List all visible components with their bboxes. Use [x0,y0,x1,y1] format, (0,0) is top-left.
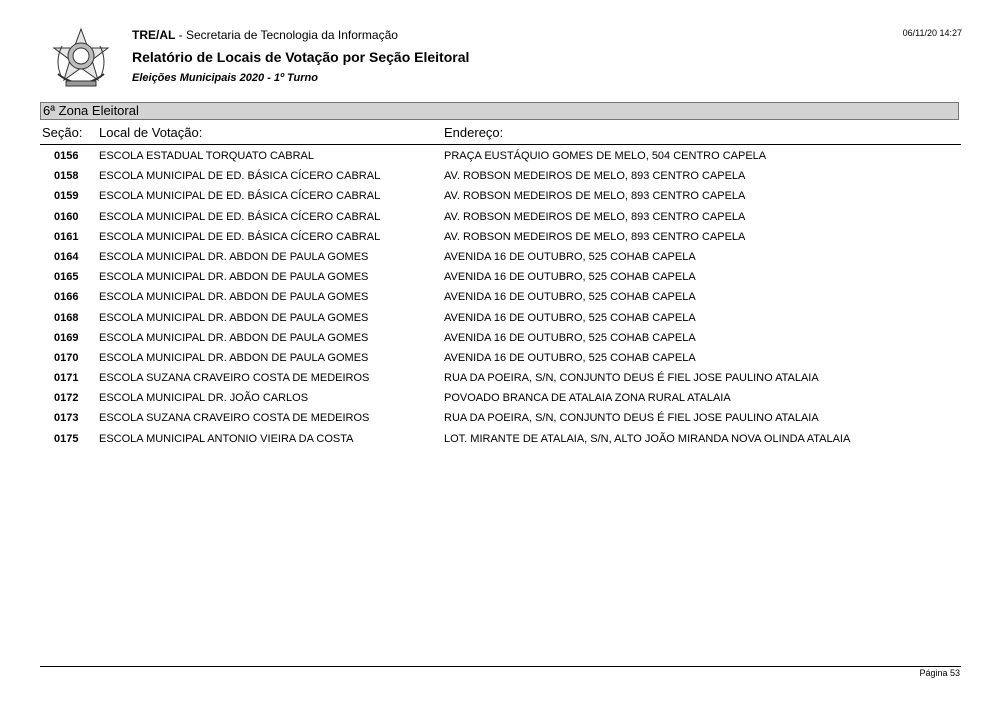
cell-endereco: AVENIDA 16 DE OUTUBRO, 525 COHAB CAPELA [444,351,696,364]
report-title: Relatório de Locais de Votação por Seção Eleitoral [132,49,470,65]
table-row [0,430,1000,450]
column-header-local: Local de Votação: [99,125,203,140]
cell-secao: 0171 [54,372,79,385]
table-row [0,167,1000,187]
table-row [0,389,1000,409]
org-abbreviation: TRE/AL [132,28,176,42]
cell-local: ESCOLA ESTADUAL TORQUATO CABRAL [99,150,314,162]
cell-local: ESCOLA MUNICIPAL DE ED. BÁSICA CÍCERO CABRAL [99,190,381,203]
cell-endereco: AVENIDA 16 DE OUTUBRO, 525 COHAB CAPELA [444,311,696,324]
coat-of-arms-icon [48,26,114,92]
cell-secao: 0158 [54,170,79,183]
cell-local: ESCOLA MUNICIPAL DR. ABDON DE PAULA GOMES [99,271,369,284]
cell-secao: 0164 [54,250,79,263]
table-row [0,147,1000,167]
cell-secao: 0173 [54,412,79,425]
cell-secao: 0175 [54,432,79,445]
cell-endereco: AV. ROBSON MEDEIROS DE MELO, 893 CENTRO CAPELA [444,190,746,203]
cell-endereco: AVENIDA 16 DE OUTUBRO, 525 COHAB CAPELA [444,271,696,284]
cell-local: ESCOLA MUNICIPAL DE ED. BÁSICA CÍCERO CABRAL [99,230,381,243]
cell-endereco: AV. ROBSON MEDEIROS DE MELO, 893 CENTRO CAPELA [444,210,746,223]
cell-secao: 0170 [54,351,79,364]
cell-local: ESCOLA MUNICIPAL DR. ABDON DE PAULA GOMES [99,311,369,324]
cell-endereco: LOT. MIRANTE DE ATALAIA, S/N, ALTO JOÃO MIRANDA NOVA OLINDA ATALAIA [444,432,851,445]
cell-local: ESCOLA MUNICIPAL DE ED. BÁSICA CÍCERO CABRAL [99,210,381,223]
cell-secao: 0169 [54,331,79,344]
column-header-secao: Seção: [42,125,83,140]
cell-secao: 0172 [54,392,79,405]
table-row [0,208,1000,228]
sections-table [0,147,1000,450]
cell-local: ESCOLA MUNICIPAL DR. ABDON DE PAULA GOMES [99,331,369,344]
cell-local: ESCOLA MUNICIPAL ANTONIO VIEIRA DA COSTA [99,432,354,445]
header-divider [40,144,961,145]
table-row [0,409,1000,429]
report-datetime: 06/11/20 14:27 [902,28,962,38]
cell-local: ESCOLA MUNICIPAL DR. ABDON DE PAULA GOMES [99,351,369,364]
cell-secao: 0166 [54,291,79,304]
table-row [0,187,1000,207]
cell-endereco: AVENIDA 16 DE OUTUBRO, 525 COHAB CAPELA [444,291,696,304]
org-description: - Secretaria de Tecnologia da Informação [175,28,398,42]
cell-local: ESCOLA MUNICIPAL DR. ABDON DE PAULA GOMES [99,291,369,304]
table-row [0,309,1000,329]
cell-endereco: AVENIDA 16 DE OUTUBRO, 525 COHAB CAPELA [444,250,696,263]
report-subtitle: Eleições Municipais 2020 - 1º Turno [132,72,318,84]
cell-secao: 0165 [54,271,79,284]
table-row [0,248,1000,268]
cell-local: ESCOLA SUZANA CRAVEIRO COSTA DE MEDEIROS [99,372,370,385]
cell-endereco: AV. ROBSON MEDEIROS DE MELO, 893 CENTRO CAPELA [444,230,746,243]
organization-line [132,28,398,42]
cell-endereco: RUA DA POEIRA, S/N, CONJUNTO DEUS É FIEL JOSE PAULINO ATALAIA [444,372,819,385]
table-row [0,369,1000,389]
cell-secao: 0156 [54,150,79,162]
table-row [0,268,1000,288]
cell-secao: 0160 [54,210,79,223]
cell-endereco: POVOADO BRANCA DE ATALAIA ZONA RURAL ATALAIA [444,392,731,405]
cell-local: ESCOLA MUNICIPAL DE ED. BÁSICA CÍCERO CABRAL [99,170,381,183]
column-header-endereco: Endereço: [444,125,504,140]
cell-endereco: PRAÇA EUSTÁQUIO GOMES DE MELO, 504 CENTRO CAPELA [444,150,767,162]
table-row [0,329,1000,349]
cell-endereco: AVENIDA 16 DE OUTUBRO, 525 COHAB CAPELA [444,331,696,344]
cell-secao: 0161 [54,230,79,243]
table-row [0,228,1000,248]
table-row [0,349,1000,369]
cell-local: ESCOLA MUNICIPAL DR. JOÃO CARLOS [99,392,309,405]
cell-local: ESCOLA MUNICIPAL DR. ABDON DE PAULA GOMES [99,250,369,263]
cell-local: ESCOLA SUZANA CRAVEIRO COSTA DE MEDEIROS [99,412,370,425]
zone-heading: 6ª Zona Eleitoral [40,102,959,120]
footer-divider [40,666,961,667]
table-row [0,288,1000,308]
cell-secao: 0159 [54,190,79,203]
page-number: Página 53 [919,668,960,678]
cell-endereco: RUA DA POEIRA, S/N, CONJUNTO DEUS É FIEL JOSE PAULINO ATALAIA [444,412,819,425]
cell-secao: 0168 [54,311,79,324]
cell-endereco: AV. ROBSON MEDEIROS DE MELO, 893 CENTRO CAPELA [444,170,746,183]
